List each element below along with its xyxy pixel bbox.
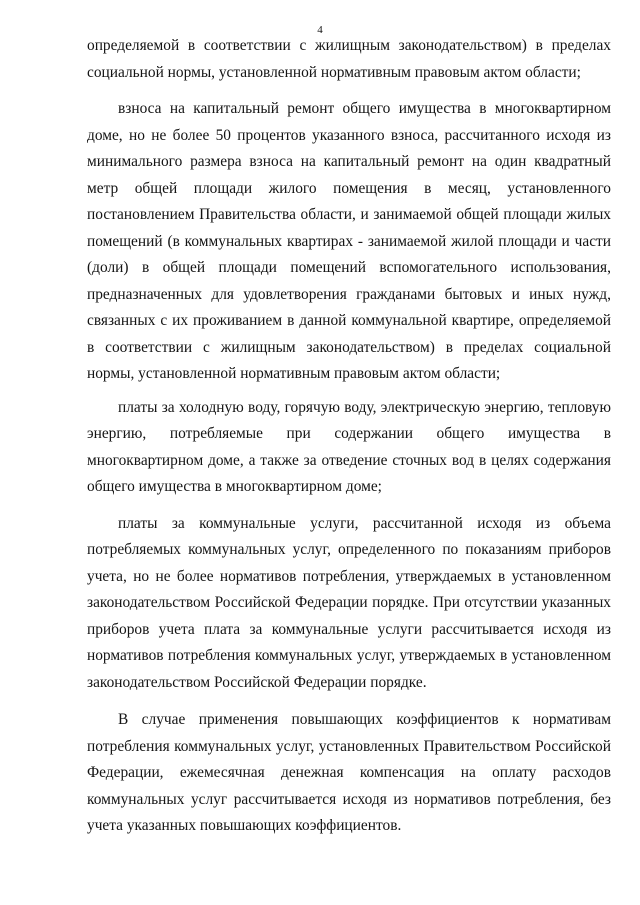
paragraph-increasing-coefficients: В случае применения повышающих коэффициентов к нормативам потребления коммунальных услуг, установленных Правительством Российской Федерации, ежемесячная денежная компенсация на оплату расходов коммунальных услуг рассчитывается исходя из нормативов потребления, без учета указанных повышающих коэффициентов. [87, 711, 611, 834]
document-body [87, 33, 611, 840]
paragraph-utility-payments: платы за коммунальные услуги, рассчитанной исходя из объема потребляемых коммунальных услуг, определенного по показаниям приборов учета, но не более нормативов потребления, утверждаемых в установленном законодательством Российской Федерации порядке. При отсутствии указанных приборов учета плата за коммунальные услуги рассчитывается исходя из нормативов потребления коммунальных услуг, утверждаемых в установленном законодательством Российской Федерации порядке. [87, 514, 611, 691]
page-number: 4 [317, 24, 323, 36]
paragraph-common-property-utilities: платы за холодную воду, горячую воду, электрическую энергию, тепловую энергию, потребляемые при содержании общего имущества в многоквартирном доме, а также за отведение сточных вод в целях содержания общего имущества в многоквартирном доме; [87, 398, 611, 495]
paragraph-continuation: определяемой в соответствии с жилищным законодательством) в пределах социальной нормы, установленной нормативным правовым актом области; [87, 37, 611, 81]
paragraph-capital-repair-fee: взноса на капитальный ремонт общего имущества в многоквартирном доме, но не более 50 процентов указанного взноса, рассчитанного исходя из минимального размера взноса на капитальный ремонт на один квадратный метр общей площади жилого помещения в месяц, установленного постановлением Правительства области, и занимаемой общей площади жилых помещений (в коммунальных квартирах - занимаемой жилой площади и части (доли) в общей площади помещений вспомогательного использования, предназначенных для удовлетворения гражданами бытовых и иных нужд, связанных с их проживанием в данной коммунальной квартире, определяемой в соответствии с жилищным законодательством) в пределах социальной нормы, установленной нормативным правовым актом области; [87, 100, 611, 382]
